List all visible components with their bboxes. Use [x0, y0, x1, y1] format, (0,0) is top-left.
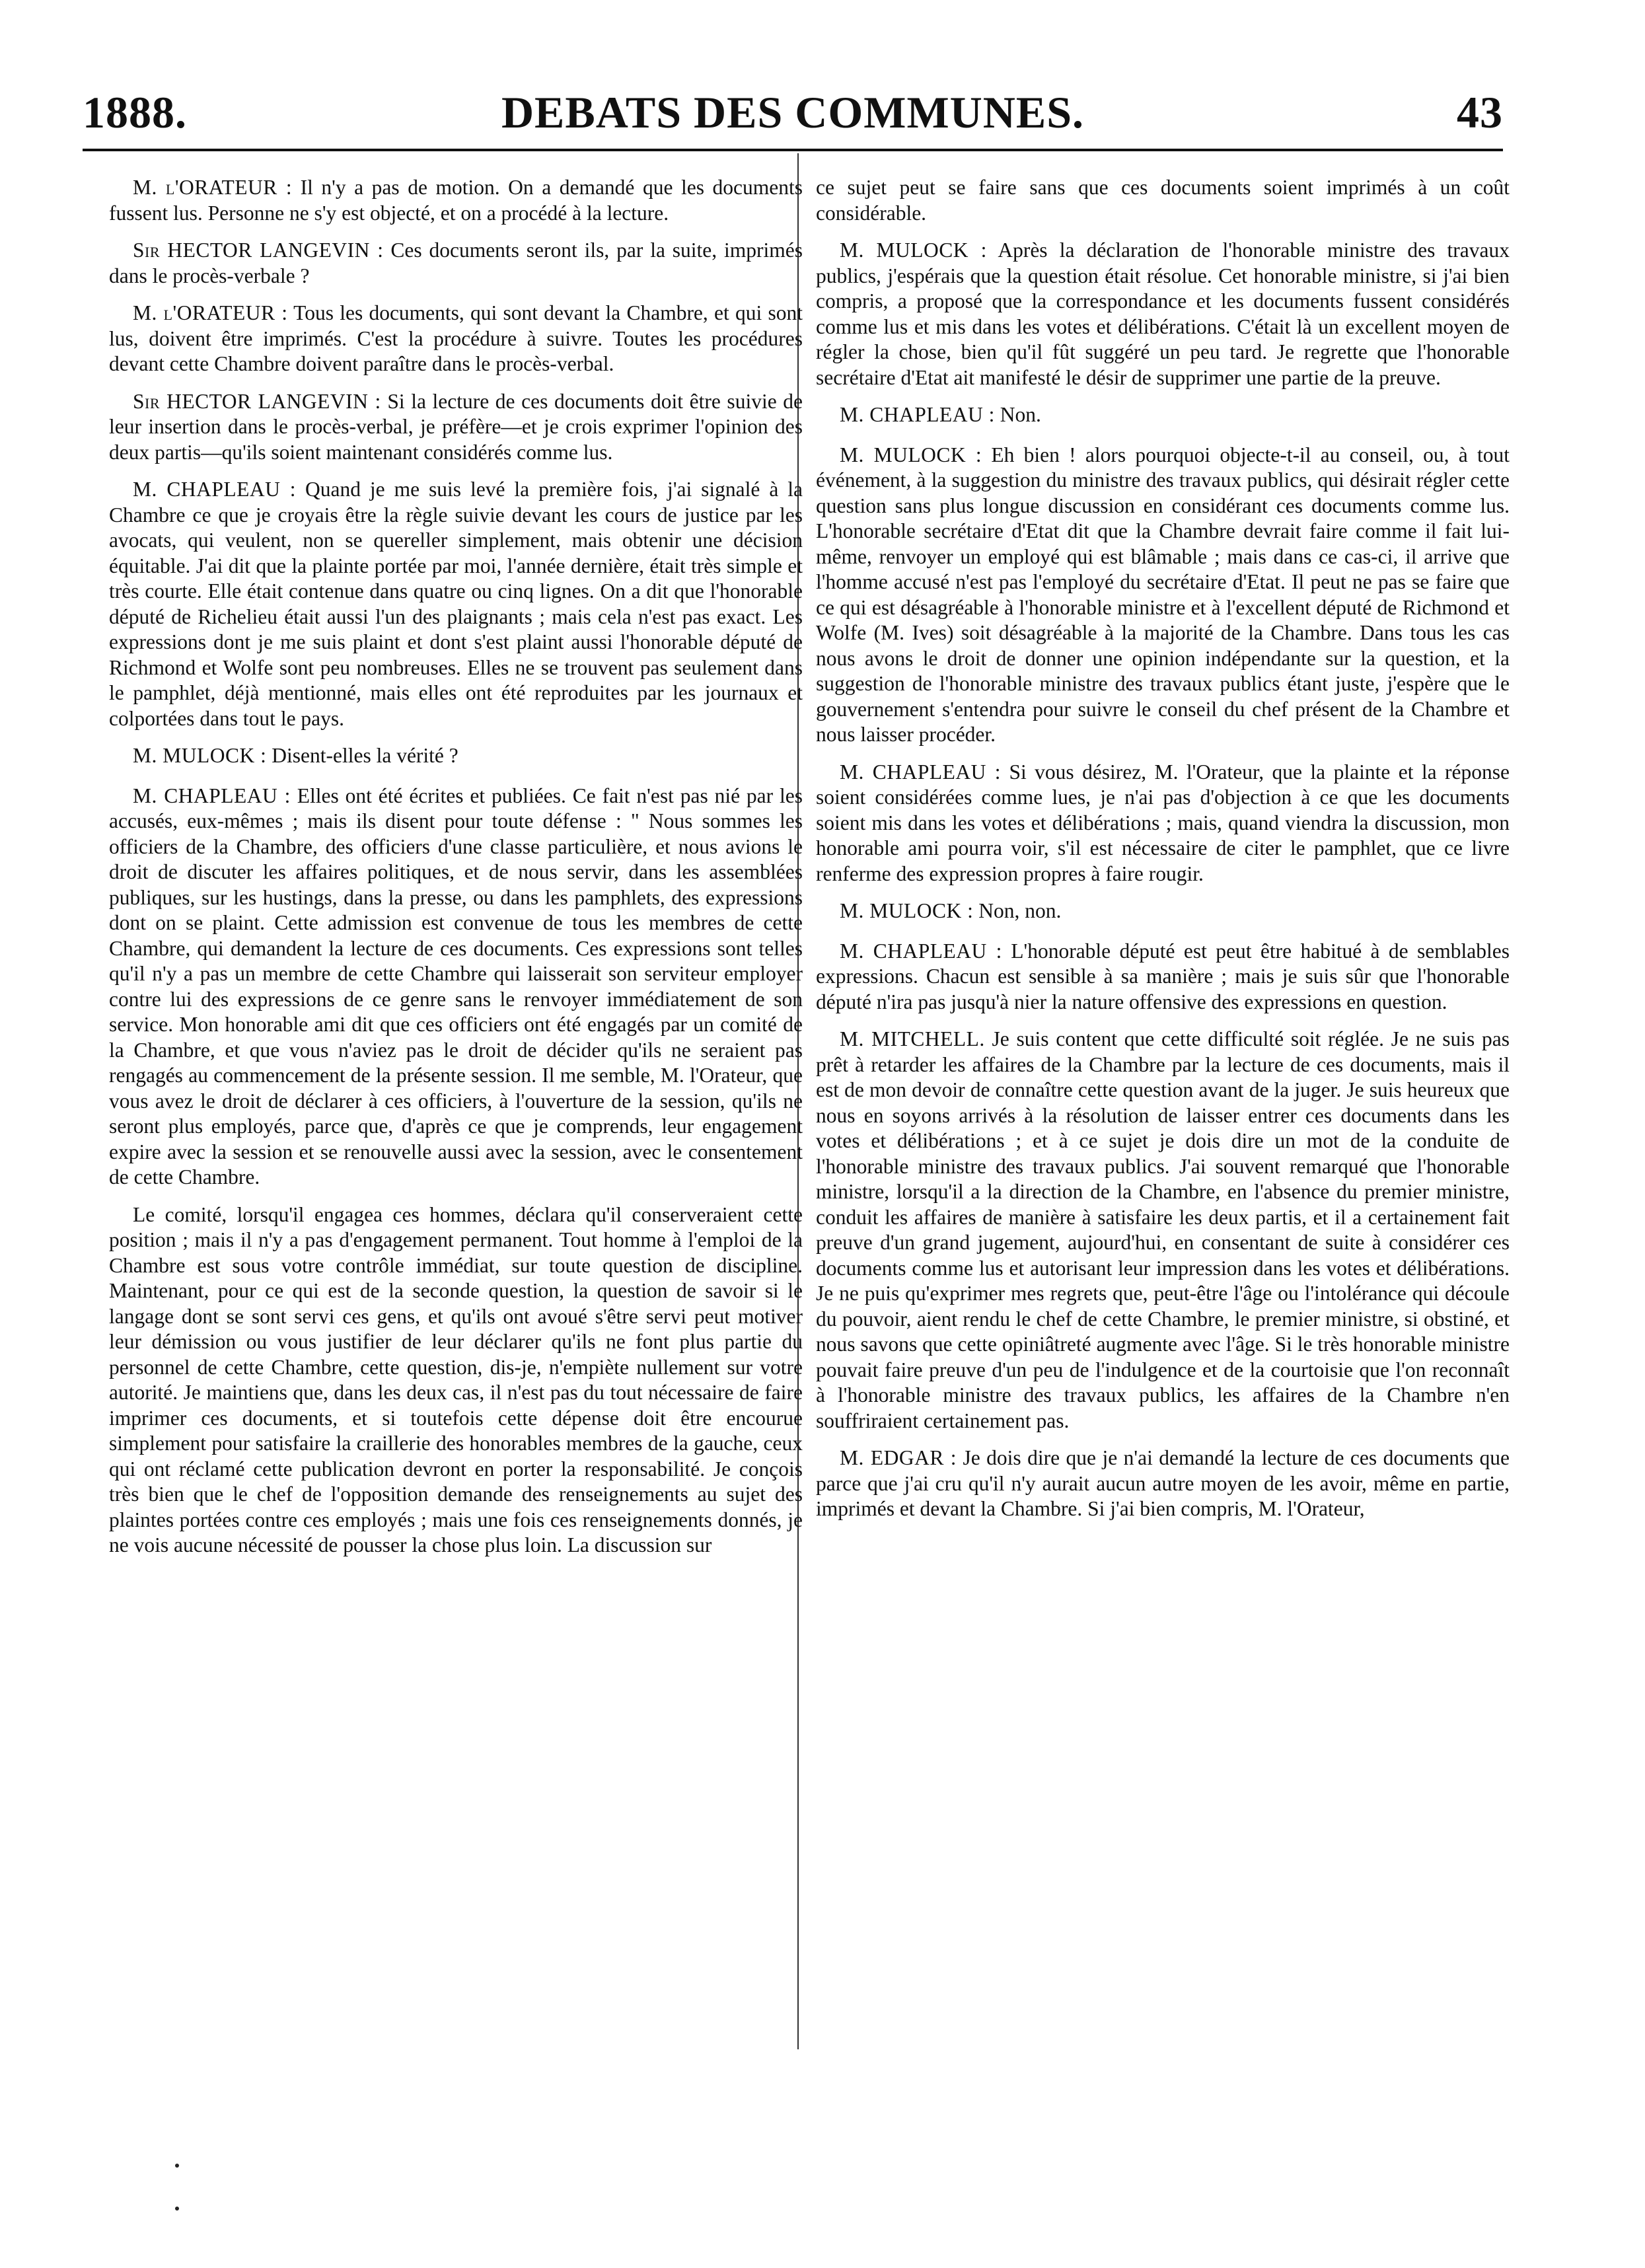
- paragraph-text: Je suis content que cette difficulté soit réglée. Je ne suis pas prêt à retarder les affaires de la Chambre par la lecture de ces documents, mais il est de mon devoir de connaître cette question avant de la juger. Je suis heureux que nous en soyons arrivés à la résolution de laisser entrer ces documents dans les votes et délibérations ; et à ce sujet je dois dire un mot de la conduite de l'honorable ministre des travaux publics. J'ai souvent remarqué que l'honorable ministre, lorsqu'il a la direction de la Chambre, en l'absence du premier ministre, conduit les affaires de manière à satisfaire les deux partis, et il a certainement fait preuve d'un grand jugement, aujourd'hui, en consentant de suite à considérer ces documents comme lus et autorisant leur impression dans les votes et délibérations. Je ne puis qu'exprimer mes regrets que, peut-être l'âge ou l'intolérance qui découle du pouvoir, aient rendu le chef de cette Chambre, le premier ministre, si obstiné, et nous savons que cette opiniâtreté augmente avec l'âge. Si le très honorable ministre pouvait faire preuve d'un peu de l'indulgence et de la courtoisie que l'on reconnaît à l'honorable ministre des travaux publics, les affaires de la Chambre n'en souffriraient certainement pas.: [816, 1027, 1510, 1432]
- speaker-name: M. CHAPLEAU :: [133, 784, 291, 807]
- paragraph: [109, 1202, 803, 1558]
- header-title: DEBATS DES COMMUNES.: [501, 87, 1085, 137]
- paragraph-text: Non, non.: [978, 899, 1062, 922]
- paragraph: [816, 939, 1510, 1015]
- paragraph-text: Ces documents seront ils, par la suite, imprimés dans le procès-verbale ?: [109, 238, 803, 287]
- paragraph: [816, 443, 1510, 748]
- paragraph: [816, 1027, 1510, 1434]
- paragraph: [816, 1445, 1510, 1522]
- paragraph-text: Tous les documents, qui sont devant la Chambre, et qui sont lus, doivent être imprimés. C'est la procédure à suivre. Toutes les procédures devant cette Chambre doivent paraître dans le procès-verbal.: [109, 301, 803, 375]
- header-rule: [83, 149, 1503, 151]
- paragraph: [816, 898, 1510, 924]
- speaker-name: M. CHAPLEAU :: [840, 760, 1001, 784]
- paragraph: [109, 175, 803, 226]
- speaker-name: M. l'ORATEUR :: [133, 176, 293, 199]
- speck-mark: [175, 2207, 179, 2211]
- speaker-name: M. MULOCK :: [840, 238, 987, 262]
- paragraph: [109, 238, 803, 289]
- paragraph-text: Quand je me suis levé la première fois, j'ai signalé à la Chambre ce que je croyais être la règle suivie devant les cours de justice par les avocats, qui veulent, non se quereller simplement, mais obtenir une décision équitable. J'ai dit que la plainte portée par moi, l'année dernière, était très simple et très courte. Elle était contenue dans quatre ou cinq lignes. On a dit que l'honorable député de Richelieu était aussi l'un des plaignants ; mais cela n'est pas exact. Les expressions dont je me suis plaint et dont s'est plaint aussi l'honorable député de Richmond et Wolfe sont peu nombreuses. Elles ne se trouvent pas seulement dans le pamphlet, déjà mentionné, mais elles ont été reproduites par les journaux et colportées dans tout le pays.: [109, 478, 803, 730]
- speaker-name: M. MULOCK :: [840, 443, 982, 466]
- paragraph-text: Elles ont été écrites et publiées. Ce fait n'est pas nié par les accusés, eux-mêmes ; mais ils disent pour toute défense : " Nous sommes les officiers de la Chambre, des officiers d'une classe particulière, et nous avions le droit de discuter les affaires politiques, et de nous servir, dans les assemblées publiques, sur les hustings, dans la presse, ou dans les pamphlets, des expressions dont on se plaint. Cette admission est convenue de tous les membres de cette Chambre, qui demandent la lecture de ces documents. Ces expressions sont telles qu'il n'y a pas un membre de cette Chambre qui laisserait son serviteur employer contre lui des expressions de ce genre sans le renvoyer immédiatement de son service. Mon honorable ami dit que ces officiers ont été engagés par un comité de la Chambre, et que vous n'aviez pas le droit de décider qu'ils ne seraient pas rengagés au commencement de la présente session. Il me semble, M. l'Orateur, que vous avez le droit de déclarer à ces officiers, à l'ouverture de la session, qu'ils ne seront plus employés, parce que, d'après ce que je comprends, leur engagement expire avec la session et se renouvelle aussi avec la session, avec le consentement de cette Chambre.: [109, 784, 803, 1189]
- paragraph-text: Si vous désirez, M. l'Orateur, que la plainte et la réponse soient considérées comme lues, je n'ai pas d'objection à ce que les documents soient mis dans les votes et délibérations ; mais, quand viendra la discussion, mon honorable ami pourra voir, s'il est nécessaire de citer le pamphlet, que ce livre renferme des expression propres à faire rougir.: [816, 760, 1510, 885]
- right-column: [816, 175, 1510, 1534]
- paragraph: [816, 760, 1510, 887]
- speaker-name: M. CHAPLEAU :: [840, 939, 1002, 963]
- speaker-name: M. MULOCK :: [840, 899, 974, 922]
- speaker-name: M. CHAPLEAU :: [840, 403, 995, 426]
- paragraph-text: Je dois dire que je n'ai demandé la lecture de ces documents que parce que j'ai cru qu'il n'y aurait aucun autre moyen de les avoir, même en partie, imprimés et devant la Chambre. Si j'ai bien compris, M. l'Orateur,: [816, 1446, 1510, 1520]
- header-year: 1888.: [83, 87, 187, 137]
- speaker-name: M. l'ORATEUR :: [133, 301, 288, 324]
- speaker-name: Sir HECTOR LANGEVIN :: [133, 389, 381, 413]
- paragraph-text: Si la lecture de ces documents doit être suivie de leur insertion dans le procès-verbal, je préfère—et je crois exprimer l'opinion des deux partis—qu'ils soient maintenant considérés comme lus.: [109, 389, 803, 464]
- paragraph: [109, 784, 803, 1190]
- paragraph-text: ce sujet peut se faire sans que ces documents soient imprimés à un coût considérable.: [816, 176, 1510, 225]
- paragraph-text: Le comité, lorsqu'il engagea ces hommes, déclara qu'il conserveraient cette position ; mais il n'y a pas d'engagement permanent. Tout homme à l'emploi de la Chambre est sous votre contrôle immédiat, sur toute question de discipline. Maintenant, pour ce qui est de la seconde question, la question de savoir si le langage dont se sont servi ces gens, et qu'ils ont avoué s'être servi peut motiver leur démission ou vous justifier de leur déclarer qu'ils ne font plus partie du personnel de cette Chambre, cette question, dis-je, n'empiète nullement sur votre autorité. Je maintiens que, dans les deux cas, il n'est pas du tout nécessaire de faire imprimer ces documents, et si toutefois cette dépense doit être encourue simplement pour satisfaire la craillerie des honorables membres de la gauche, ceux qui ont réclamé cette publication devront en porter la responsabilité. Je conçois très bien que le chef de l'opposition demande des renseignements au sujet des plaintes portées contre ces employés ; mais une fois ces renseignements donnés, je ne vois aucune nécessité de pousser la chose plus loin. La discussion sur: [109, 1202, 803, 1556]
- paragraph: [109, 477, 803, 731]
- speaker-name: M. EDGAR :: [840, 1446, 957, 1469]
- paragraph-text: Après la déclaration de l'honorable ministre des travaux publics, j'espérais que la question était résolue. Cet honorable ministre, si j'ai bien compris, a proposé que la correspondance et les documents fussent considérés comme lus et mis dans les votes et délibérations. C'était là un excellent moyen de régler la chose, bien qu'il fût suggéré un peu tard. Je regrette que l'honorable secrétaire d'Etat ait manifesté le désir de supprimer une partie de la preuve.: [816, 238, 1510, 389]
- speck-mark: [175, 2164, 179, 2168]
- paragraph-text: L'honorable député est peut être habitué à de semblables expressions. Chacun est sensible à sa manière ; mais je suis sûr que l'honorable député n'ira pas jusqu'à nier la nature offensive des expressions en question.: [816, 939, 1510, 1013]
- left-column: [109, 175, 803, 1570]
- speaker-name: Sir HECTOR LANGEVIN :: [133, 238, 384, 262]
- paragraph-text: Il n'y a pas de motion. On a demandé que les documents fussent lus. Personne ne s'y est objecté, et on a procédé à la lecture.: [109, 176, 803, 225]
- header-page-number: 43: [1457, 87, 1503, 137]
- paragraph: [816, 238, 1510, 390]
- paragraph: [109, 301, 803, 377]
- speaker-name: M. CHAPLEAU :: [133, 478, 297, 501]
- paragraph: [109, 743, 803, 769]
- paragraph: [816, 175, 1510, 226]
- paragraph-text: Non.: [1000, 403, 1041, 426]
- paragraph: [816, 402, 1510, 428]
- speaker-name: M. MITCHELL.: [840, 1027, 985, 1050]
- paragraph-text: Eh bien ! alors pourquoi objecte-t-il au conseil, ou, à tout événement, à la suggestion du ministre des travaux publics, qui désirait régler cette question sans plus longue discussion en considérant ces documents comme lus. L'honorable secrétaire d'Etat dit que la Chambre devrait faire comme il fait lui-même, renvoyer un employé qui est blâmable ; mais dans ce cas-ci, il arrive que l'homme accusé n'est pas l'employé du secrétaire d'Etat. Il peut ne pas se faire que ce qui est désagréable à l'honorable ministre et à l'excellent député de Richmond et Wolfe (M. Ives) soit désagréable à la majorité de la Chambre. Dans tous les cas nous avons le droit de donner une opinion indépendante sur la question, et la suggestion de l'honorable ministre des travaux publics étant juste, j'espère que le gouvernement s'entendra pour suivre le conseil du chef présent de la Chambre et nous laisser procéder.: [816, 443, 1510, 746]
- paragraph-text: Disent-elles la vérité ?: [272, 744, 458, 767]
- paragraph: [109, 389, 803, 466]
- page-header: [83, 83, 1503, 142]
- speaker-name: M. MULOCK :: [133, 744, 267, 767]
